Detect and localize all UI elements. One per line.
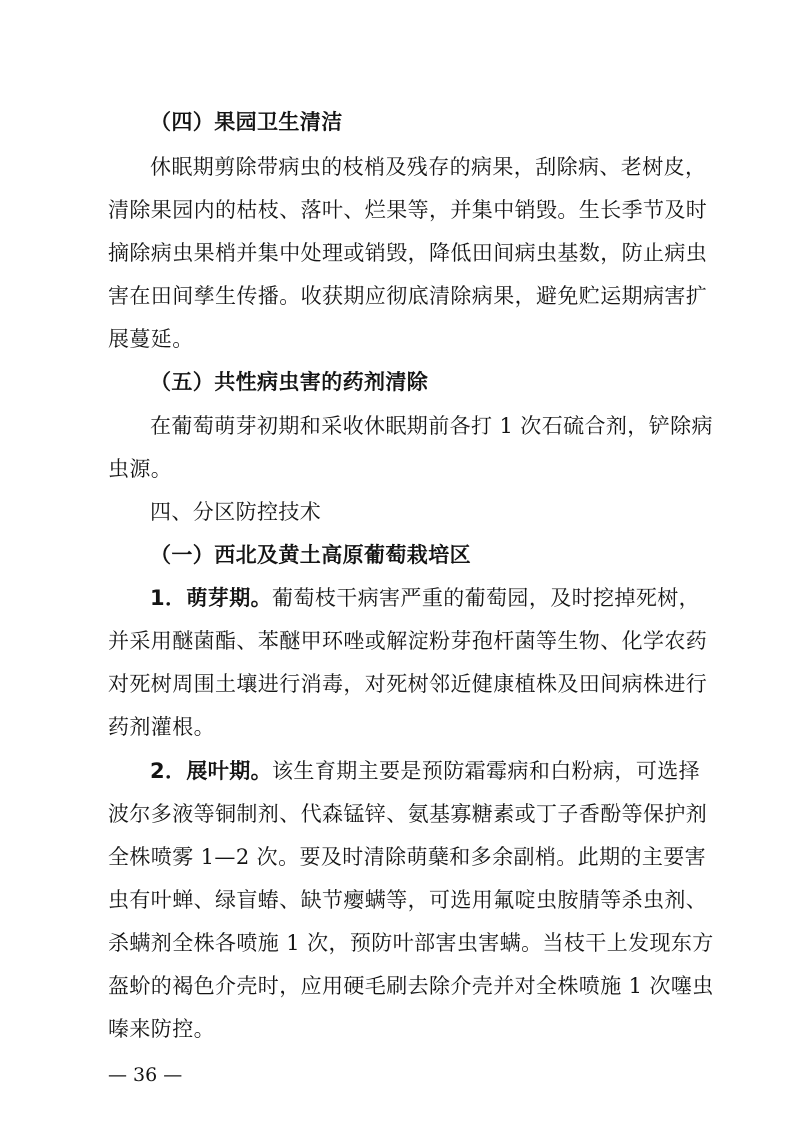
item-1-first-line [150, 583, 710, 613]
paragraph-line: 虫源。 [108, 457, 173, 481]
paragraph-line: 展蔓延。 [108, 327, 194, 351]
paragraph-line: 在葡萄萌芽初期和采收休眠期前各打 1 次石硫合剂，铲除病 [150, 414, 713, 438]
section-heading-4: （四）果园卫生清洁 [150, 110, 343, 134]
item-2-first-line [150, 756, 710, 786]
paragraph-line: 并采用醚菌酯、苯醚甲环唑或解淀粉芽孢杆菌等生物、化学农药 [108, 629, 708, 653]
paragraph-line: 对死树周围土壤进行消毒，对死树邻近健康植株及田间病株进行 [108, 672, 708, 696]
item-1-text: 葡萄枝干病害严重的葡萄园，及时挖掉死树， [272, 586, 701, 610]
paragraph-line: 虫有叶蝉、绿盲蝽、缺节瘿螨等，可选用氟啶虫胺腈等杀虫剂、 [108, 888, 708, 912]
paragraph-line: 全株喷雾 1—2 次。要及时清除萌蘖和多余副梢。此期的主要害 [108, 845, 707, 869]
section-heading-5: （五）共性病虫害的药剂清除 [150, 370, 429, 394]
subsection-heading: （一）西北及黄土高原葡萄栽培区 [150, 543, 471, 567]
paragraph-line: 药剂灌根。 [108, 715, 215, 739]
item-1-label: 1．萌芽期。 [150, 586, 273, 610]
part-heading: 四、分区防控技术 [150, 500, 322, 524]
paragraph-line: 摘除病虫果梢并集中处理或销毁，降低田间病虫基数，防止病虫 [108, 241, 708, 265]
paragraph-line: 清除果园内的枯枝、落叶、烂果等，并集中销毁。生长季节及时 [108, 198, 708, 222]
paragraph-line: 休眠期剪除带病虫的枝梢及残存的病果，刮除病、老树皮， [150, 155, 707, 179]
item-2-text: 该生育期主要是预防霜霉病和白粉病，可选择 [272, 759, 701, 783]
item-2-label: 2．展叶期。 [150, 759, 273, 783]
page-number: — 36 — [108, 1064, 183, 1086]
paragraph-line: 害在田间孳生传播。收获期应彻底清除病果，避免贮运期病害扩 [108, 284, 708, 308]
paragraph-line: 盔蚧的褐色介壳时，应用硬毛刷去除介壳并对全株喷施 1 次噻虫 [108, 974, 714, 998]
paragraph-line: 嗪来防控。 [108, 1017, 215, 1041]
paragraph-line: 杀螨剂全株各喷施 1 次，预防叶部害虫害螨。当枝干上发现东方 [108, 931, 714, 955]
paragraph-line: 波尔多液等铜制剂、代森锰锌、氨基寡糖素或丁子香酚等保护剂 [108, 802, 708, 826]
